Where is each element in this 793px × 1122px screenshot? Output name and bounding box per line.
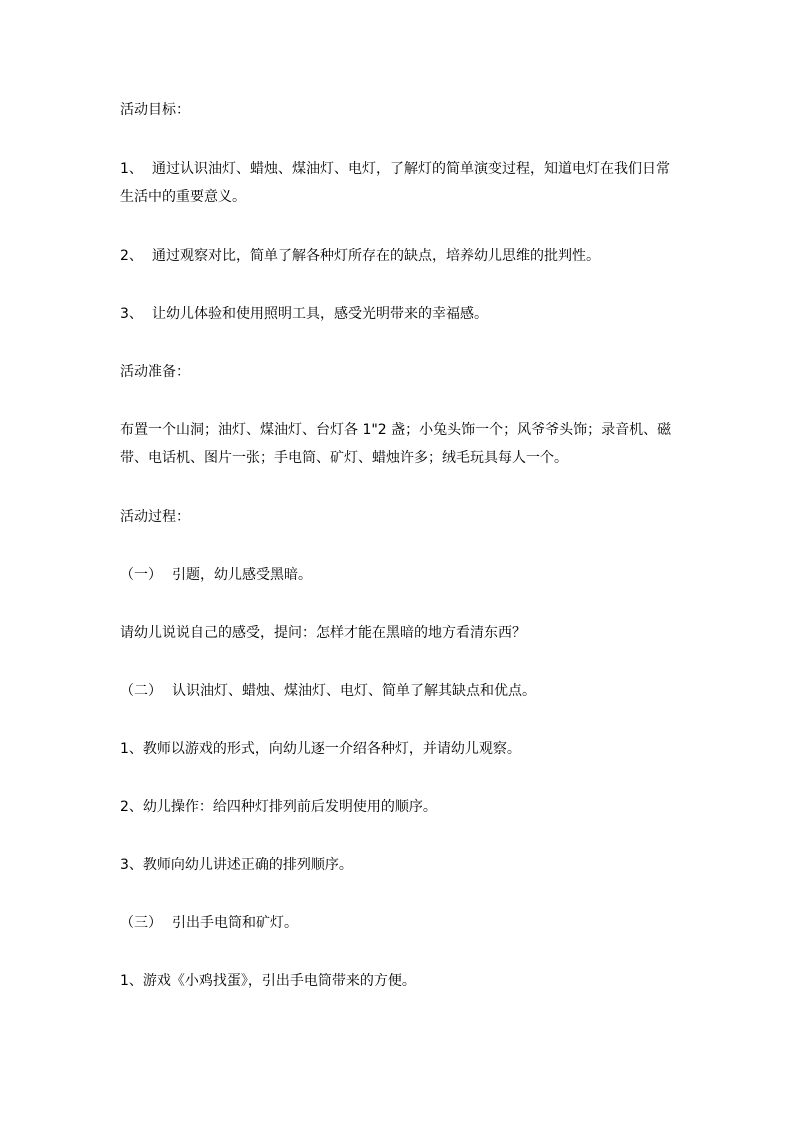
section-1-body: 请幼儿说说自己的感受，提问：怎样才能在黑暗的地方看清东西？ xyxy=(120,625,526,641)
heading-activity-process: 活动过程： xyxy=(120,509,190,525)
goal-item-3 xyxy=(120,300,676,328)
goal-item-2 xyxy=(120,242,676,270)
heading-activity-goals: 活动目标： xyxy=(120,102,190,118)
heading-activity-preparation: 活动准备： xyxy=(120,364,190,380)
section-text: 引题，幼儿感受黑暗。 xyxy=(172,567,312,583)
goal-number: 3、 xyxy=(120,306,143,322)
goal-number: 2、 xyxy=(120,248,143,264)
section-text: 引出手电筒和矿灯。 xyxy=(172,915,298,931)
goal-item-1 xyxy=(120,155,676,211)
goal-number: 1、 xyxy=(120,161,143,177)
section-2-item-3: 3、教师向幼儿讲述正确的排列顺序。 xyxy=(120,857,353,873)
goal-text: 让幼儿体验和使用照明工具，感受光明带来的幸福感。 xyxy=(152,306,488,322)
section-3-title xyxy=(120,909,676,937)
section-3-item-1: 1、游戏《小鸡找蛋》，引出手电筒带来的方便。 xyxy=(120,973,416,989)
section-2-item-1: 1、教师以游戏的形式，向幼儿逐一介绍各种灯，并请幼儿观察。 xyxy=(120,741,521,757)
preparation-text: 布置一个山洞；油灯、煤油灯、台灯各 1"2 盏；小兔头饰一个；风爷爷头饰；录音机、磁带、电话机、图片一张；手电筒、矿灯、蜡烛许多；绒毛玩具每人一个。 xyxy=(120,422,672,466)
section-text: 认识油灯、蜡烛、煤油灯、电灯、简单了解其缺点和优点。 xyxy=(172,683,536,699)
section-number: （一） xyxy=(120,567,162,583)
goal-text: 通过认识油灯、蜡烛、煤油灯、电灯，了解灯的简单演变过程，知道电灯在我们日常生活中的重要意义。 xyxy=(120,161,670,205)
goal-text: 通过观察对比，简单了解各种灯所存在的缺点，培养幼儿思维的批判性。 xyxy=(152,248,600,264)
section-1-title xyxy=(120,561,676,589)
section-number: （三） xyxy=(120,915,162,931)
section-2-title xyxy=(120,677,676,705)
section-2-item-2: 2、幼儿操作：给四种灯排列前后发明使用的顺序。 xyxy=(120,799,437,815)
section-number: （二） xyxy=(120,683,162,699)
